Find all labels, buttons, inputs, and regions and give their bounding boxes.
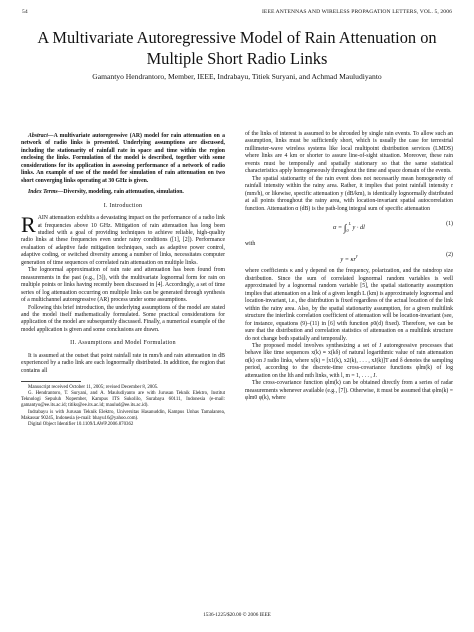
journal-name: IEEE ANTENNAS AND WIRELESS PROPAGATION LETTERS, VOL. 5, 2006: [261, 9, 452, 15]
intro-paragraph-1-text: AIN attenuation exhibits a devastating impact on the performance of a radio link at frequencies above 10 GHz. Mitigation of rain attenuation has long been studied with a goal of providing techniques to achieve reliable, high-quality radio links at these frequencies even under rainy conditions ([1], [2]). Performance evaluation of adaptive fade mitigation techniques, such as adaptive power control, adaptive coding, or switched diversity among a number of links, necessitates computer generation of time sequences of correlated rain attenuation on multiple links.: [21, 215, 225, 266]
equation-1-number: (1): [446, 220, 453, 227]
footnote-affiliation-unhas: Indrabayu is with Jurusan Teknik Elektro, Universitas Hasanuddin, Kampus Unhas Tamalanrea, Makassar 90245, Indonesia (e-mail: bhayu16@yahoo.com).: [21, 409, 225, 421]
equation-1-expression: $\alpha = \int_0^L$ y · dl: [333, 220, 365, 234]
index-terms-text: Diversity, modeling, rain attenuation, simulation.: [63, 189, 184, 196]
equation-2-number: (2): [446, 252, 453, 259]
right-column: [245, 131, 453, 403]
page-number: 54: [22, 9, 28, 15]
right-paragraph-1: of the links of interest is assumed to be shrouded by single rain events. To allow such an assumption, links must be sufficiently short, which is usually the case for terrestrial millimeter-wave wireless systems like local multipoint distribution services (LMDS) where links are 4 km or shorter to assure line-of-sight situation. Moreover, these rain events must be temporally and spatially stationary so that the same statistical characteristics apply homogeneously throughout the time and space domain of the events.: [245, 131, 453, 175]
assumptions-paragraph: It is assumed at the outset that point rainfall rate in mm/h and rain attenuation in dB experienced by a radio link are each lognormally distributed. In addition, the region that contains all: [21, 352, 225, 374]
section-heading-introduction: I. Introduction: [103, 202, 143, 209]
right-paragraph-4: The proposed model involves synthesizing a set of J autoregressive processes that behave like time sequences x(k) ≡ x(kδ) of natural logarithmic value of rain attenuation α(k) on J radio links, where x(k) = [x1(k), x2(k), . . . , xJ(k)]T and δ denotes the sampling period, according to the discrete-time cross-covariance functions φlm(k) of log attenuation on the lth and mth links, with l, m = 1, . . . , J.: [245, 342, 453, 379]
left-column: [21, 133, 225, 428]
integral-bounds: 0: [346, 227, 349, 233]
section-heading-assumptions: II. Assumptions and Model Formulation: [70, 340, 176, 347]
with-text: with: [245, 240, 256, 247]
equation-2-expression: [245, 252, 453, 263]
footnote-received: Manuscript received October 11, 2005; revised December 8, 2005.: [28, 385, 159, 391]
equation-1: [245, 216, 453, 238]
abstract-label: Abstract—: [28, 133, 54, 139]
index-terms: [21, 189, 225, 196]
right-paragraph-5: The cross-covariance function φlm(k) can be obtained directly from a series of radar measurements whenever available (e.g., [7]). Otherwise, it must be assumed that φlm(k) = φlm0 φ(k), where: [245, 380, 453, 402]
running-header: [22, 9, 452, 19]
drop-cap: R: [21, 212, 36, 238]
integral-upper: L: [348, 220, 351, 226]
index-terms-label: Index Terms—: [28, 189, 64, 196]
footnote-divider: [21, 381, 81, 382]
intro-paragraph-1: [21, 212, 225, 267]
abstract-text: A multivariate autoregressive (AR) model for rain attenuation on a network of radio links is presented. Underlying assumptions are discussed, including the stationarity of rainfall rate in space and time within the region enclosing the links. Formulation of the model is described, together with some considerations for its application in assessing performance of a network of radio links. An example of use of the model for simulation of rain attenuation on two short converging links operating at 30 GHz is given.: [21, 133, 225, 184]
footnote-affiliation-its: G. Hendrantoro, T. Suryani, and A. Mauludiyanto are with Jurusan Teknik Elektro, Institut Teknologi Sepuluh Nopember, Kampus ITS Sukolilo, Surabaya 60111, Indonesia (e-mail: gamantyo@ee.its.ac.id; titiks@ee.its.ac.id; maulud@ee.its.ac.id).: [21, 391, 225, 409]
equation-2: [245, 251, 453, 265]
author-list: Gamantyo Hendrantoro, Member, IEEE, Indrabayu, Titiek Suryani, and Achmad Mauludiyanto: [92, 72, 382, 81]
equation-2-base: y = κr: [340, 256, 356, 264]
right-paragraph-3: where coefficients κ and γ depend on the frequency, polarization, and the raindrop size distribution. Since the sum of correlated lognormal random variables is well approximated by a lognormal random variable [5], the spatial stationarity assumption implies that attenuation on a link of a given length L (km) is approximately lognormal and location-invariant, i.e., the distribution is fixed regardless of the actual location of the link within the rainy area. Also, by the spatial stationarity assumption, for a given multilink structure the interlink correlation coefficient of attenuation will be location-invariant (see, for instance, equations (9)–(11) in [6] with function ρ0(d) fixed). Therefore, we can be sure that the distribution and correlation statistics of attenuation on a multilink structure do not change both spatially and temporally.: [245, 268, 453, 342]
intro-paragraph-2: The lognormal approximation of rain rate and attenuation has been found from measurements in the past (e.g., [3]), with the multivariate lognormal form for rain on multiple points or links having recently been discussed in [4]. Accordingly, a set of time series of log attenuation occurring on multiple links can be generated through synthesis of a multichannel autoregressive (AR) process under some assumptions.: [21, 267, 225, 304]
intro-paragraph-3: Following this brief introduction, the underlying assumptions of the model are stated and the model itself mathematically formulated. Some practical considerations for application of the model are subsequently discussed. Finally, a numerical example of the model application is given and some conclusions are drawn.: [21, 304, 225, 333]
paper-title: A Multivariate Autoregressive Model of Rain Attenuation on Multiple Short Radio Links: [37, 28, 437, 68]
footnote-doi: Digital Object Identifier 10.1109/LAWP.2006.870362: [28, 421, 134, 427]
copyright-footer: 1536-1225/$20.00 © 2006 IEEE: [203, 612, 271, 618]
abstract: [21, 133, 225, 185]
equation-2-exponent: γ: [356, 253, 358, 259]
right-paragraph-2: The spatial stationarity of the rain event does not necessarily mean homogeneity of rainfall intensity within the rainy area. Rather, it implies that point rainfall intensity r (mm/h), or likewise, specific attenuation y (dB/km), is identically lognormally distributed at all points throughout the rainy area, with location-invariant spatial autocorrelation function. Attenuation α (dB) is the path-long integral sum of specific attenuation: [245, 175, 453, 212]
integral-sign: ∫: [343, 222, 347, 234]
